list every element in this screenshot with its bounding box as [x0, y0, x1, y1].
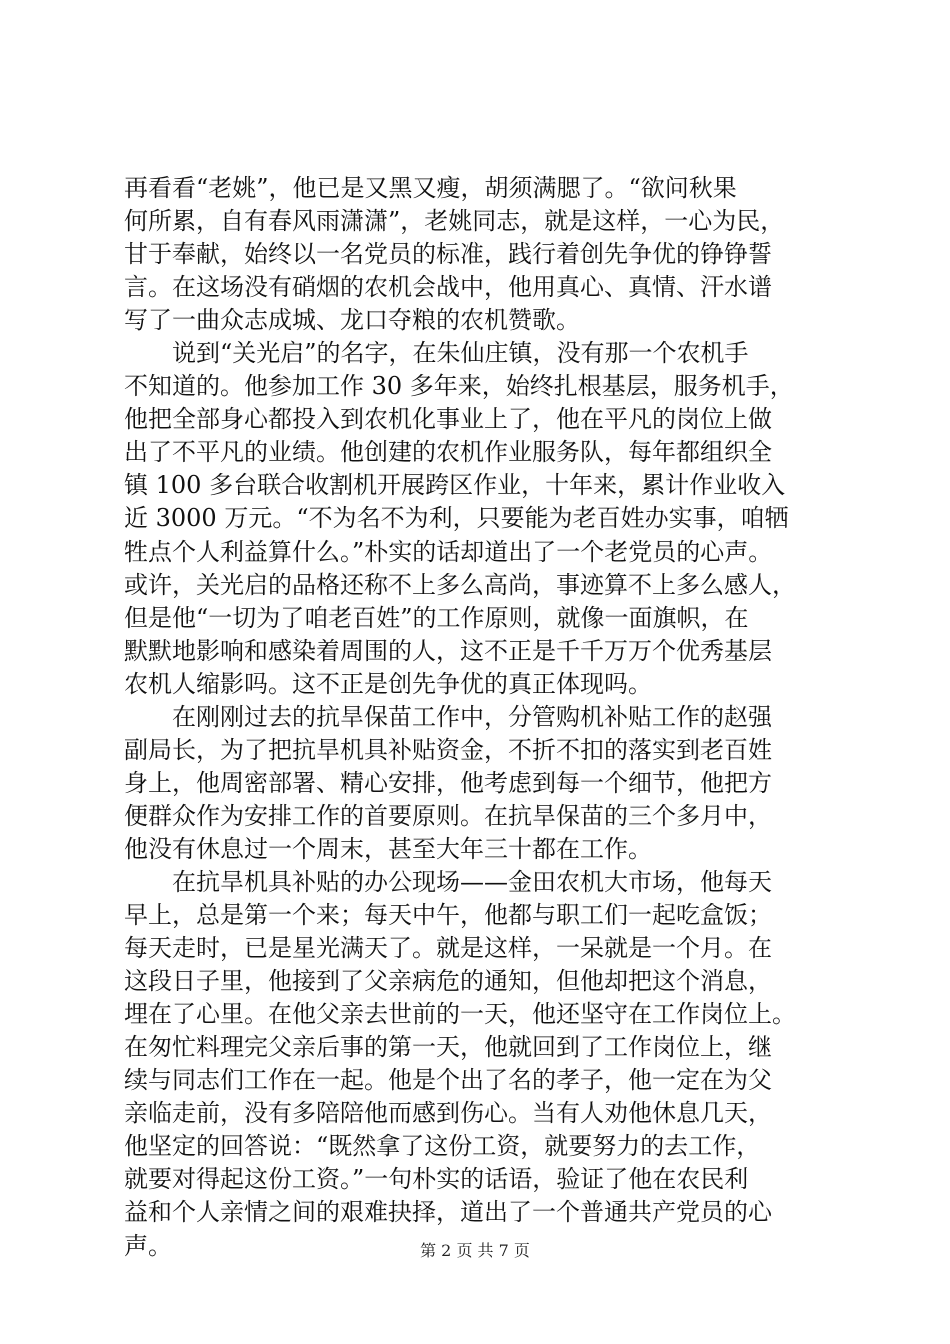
text-line: 身上，他周密部署、精心安排，他考虑到每一个细节，他把方: [124, 768, 772, 797]
text-line: 言。在这场没有硝烟的农机会战中，他用真心、真情、汗水谱: [124, 273, 772, 302]
text-line: 近 3000 万元。“不为名不为利，只要能为老百姓办实事，咱牺: [124, 504, 789, 533]
text-line: 不知道的。他参加工作 30 多年来，始终扎根基层，服务机手，: [124, 372, 794, 401]
text-line: 埋在了心里。在他父亲去世前的一天，他还坚守在工作岗位上。: [124, 1000, 796, 1029]
text-line: 每天走时，已是星光满天了。就是这样，一呆就是一个月。在: [124, 934, 772, 963]
text-line: 早上，总是第一个来；每天中午，他都与职工们一起吃盒饭；: [124, 901, 772, 930]
text-line: 写了一曲众志成城、龙口夺粮的农机赞歌。: [124, 306, 580, 335]
text-line: 续与同志们工作在一起。他是个出了名的孝子，他一定在为父: [124, 1066, 772, 1095]
text-line: 声。: [124, 1231, 172, 1260]
text-line: 在刚刚过去的抗旱保苗工作中，分管购机补贴工作的赵强: [124, 702, 772, 731]
text-line: 再看看“老姚”，他已是又黑又瘦，胡须满腮了。“欲问秋果: [124, 174, 737, 202]
text-line: 出了不平凡的业绩。他创建的农机作业服务队，每年都组织全: [124, 438, 772, 467]
text-line: 他坚定的回答说：“既然拿了这份工资，就要努力的去工作，: [124, 1132, 761, 1161]
text-line: 牲点个人利益算什么。”朴实的话却道出了一个老党员的心声。: [124, 537, 773, 566]
text-line: 亲临走前，没有多陪陪他而感到伤心。当有人劝他休息几天，: [124, 1099, 772, 1128]
text-line: 镇 100 多台联合收割机开展跨区作业，十年来，累计作业收入: [124, 471, 786, 500]
text-line: 他没有休息过一个周末，甚至大年三十都在工作。: [124, 834, 652, 863]
text-line: 说到“关光启”的名字，在朱仙庄镇，没有那一个农机手: [124, 339, 749, 368]
text-line: 在抗旱机具补贴的办公现场——金田农机大市场，他每天: [124, 867, 772, 896]
text-line: 甘于奉献，始终以一名党员的标准，践行着创先争优的铮铮誓: [124, 240, 772, 269]
text-line: 但是他“一切为了咱老百姓”的工作原则，就像一面旗帜，在: [124, 603, 749, 632]
text-line: 这段日子里，他接到了父亲病危的通知，但他却把这个消息，: [124, 967, 772, 996]
text-line: 他把全部身心都投入到农机化事业上了，他在平凡的岗位上做: [124, 405, 772, 434]
text-line: 副局长，为了把抗旱机具补贴资金，不折不扣的落实到老百姓: [124, 735, 772, 764]
text-line: 益和个人亲情之间的艰难抉择，道出了一个普通共产党员的心: [124, 1198, 772, 1227]
text-line: 默默地影响和感染着周围的人，这不正是千千万万个优秀基层: [124, 636, 772, 665]
text-line: 何所累，自有春风雨潇潇”，老姚同志，就是这样，一心为民，: [124, 207, 785, 236]
text-line: 或许，关光启的品格还称不上多么高尚，事迹算不上多么感人，: [124, 570, 796, 599]
text-line: 就要对得起这份工资。”一句朴实的话语，验证了他在农民利: [124, 1165, 749, 1194]
body-text: [124, 172, 844, 1263]
text-line: 在匆忙料理完父亲后事的第一天，他就回到了工作岗位上，继: [124, 1033, 772, 1062]
text-line: 便群众作为安排工作的首要原则。在抗旱保苗的三个多月中，: [124, 801, 772, 830]
text-line: 农机人缩影吗。这不正是创先争优的真正体现吗。: [124, 669, 652, 698]
page-footer: 第 2 页 共 7 页: [420, 1241, 530, 1260]
